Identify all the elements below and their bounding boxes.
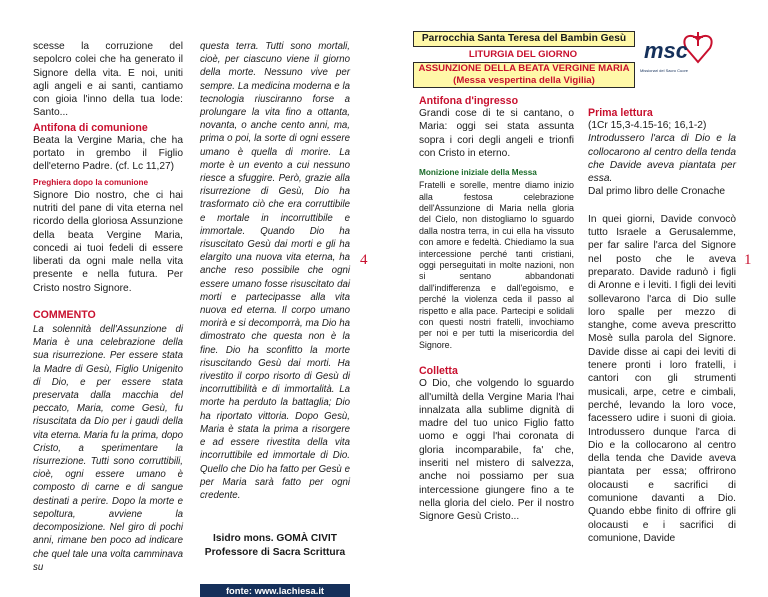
feast-subtitle: (Messa vespertina della Vigilia) bbox=[453, 74, 595, 86]
reading-heading: Prima lettura bbox=[588, 107, 653, 119]
monition-text: Fratelli e sorelle, mentre diamo inizio alla festosa celebrazione dell'Assunzione di Maria nella gloria del Cielo, non distogliamo lo sguardo dalla nostra terra, in cui ella ha vissuto con amore e fedeltà. Chiediamo la sua intercessione perché tanti cristiani, oggi perseguitati in molte nazioni, non si sentano abbandonati dall'indifferenza e dall'egoismo, e perché la violenza ceda il passo al rispetto e alla pace. Partecipi e solidali con questi nostri fratelli, invochiamo per noi e per tutti la misericordia del Signore. bbox=[419, 180, 574, 350]
feast-title: ASSUNZIONE DELLA BEATA VERGINE MARIA bbox=[418, 63, 630, 74]
page-number-left: 4 bbox=[360, 252, 368, 268]
comment-text: La solennità dell'Assunzione di Maria è una celebrazione della sua risurrezione. Per essere stata la Madre di Gesù, Figlio Unigenito di Dio, e per essere stata preservata dalla macchia del peccato, Maria, come Gesù, fu risuscitata da Dio per i gaudi della vita eterna. Maria fu la prima, dopo Cristo, a sperimentare la risurrezione. Tutti sono corruttibili, cioè, ogni essere umano è composto di carne e di sangue destinati a perire. Dopo la morte e sepoltura, avviene la decomposizione. Nel giro di pochi anni, rimane ben poco ad indicare che quel tale una volta camminava su bbox=[33, 324, 183, 573]
logo-caption: Missionari del Sacro Cuore bbox=[640, 68, 689, 73]
collect-text: O Dio, che volgendo lo sguardo all'umiltà della Vergine Maria l'hai innalzata alla sublime dignità di madre del tuo unico Figlio fatto uomo e oggi l'hai coronata di gloria incomparabile, fa' che, inseriti nel mistero di salvezza, anche noi possiamo per sua intercessione giungere fino a te nella gloria del cielo. Per il nostro Signore Gesù Cristo... bbox=[419, 378, 574, 523]
reading-summary: Introdussero l'arca di Dio e la collocarono al centro della tenda che Davide aveva piantata per essa. bbox=[588, 133, 736, 185]
column-3 bbox=[419, 95, 574, 524]
column-1 bbox=[33, 40, 183, 574]
logo-text: msc bbox=[644, 38, 689, 63]
after-communion-heading: Preghiera dopo la comunione bbox=[33, 177, 149, 187]
msc-logo bbox=[640, 30, 720, 80]
liturgy-title: LITURGIA DEL GIORNO bbox=[468, 49, 578, 60]
reading-text: In quei giorni, Davide convocò tutto Israele a Gerusalemme, per far salire l'arca del Signore nel posto che le aveva preparato. Davide radunò i figli di Aronne e i leviti. I figli dei leviti sollevarono l'arca di Dio sulle loro spalle per mezzo di stanghe, come aveva prescritto Mosè sulla parola del Signore. Davide disse ai capi dei leviti di tenere pronti i loro fratelli, i cantori con gli strumenti musicali, arpe, cetre e cimbali, perché, levando la loro voce, facessero udire i suoni di gioia. Introdussero dunque l'arca di Dio e la collocarono al centro della tenda che Davide aveva piantata per essa; offrirono olocausti e sacrifici di comunione davanti a Dio. Quando ebbe finito di offrire gli olocausti e i sacrifici di comunione, Davide bbox=[588, 213, 736, 544]
source-link[interactable]: fonte: www.lachiesa.it bbox=[225, 585, 325, 597]
feast-banner bbox=[413, 62, 635, 88]
column-4 bbox=[588, 107, 736, 545]
comment-continued: questa terra. Tutti sono mortali, cioè, per ciascuno viene il giorno della morte. Nessuno vive per sempre. La medicina moderna e la tecnologia riusciranno forse a prolungare la vita fino a ottanta, novanta, o anche cento anni, ma, prima o poi, la sorte di ogni essere umano è quella di morire. La morte è un evento a cui nessuno riesce a sfuggire. Però, grazie alla risurrezione di Gesù, Dio ha trasformato ciò che era corruttibile e mortale in incorruttibile e immortale. Quando Dio ha risuscitato Gesù dai morti e gli ha elargito una nuova vita eterna, ha anche reso possibile che ogni essere umano fosse risuscitato dai morti e partecipasse alla vita nuova ed eterna. Il corpo umano morirà e si decomporrà, ma Dio ha dimostrato che questa non è la fine. Dio ha sconfitto la morte risuscitando Gesù dai morti. Ha rivestito il corpo risorto di Gesù di incorruttibilità e di immortalità. La morte ha perduto la battaglia; Dio ha riportato vittoria. Dopo Gesù, Maria è stata la prima a risorgere e ad essere rivestita della vita incorruttibile ed immortale di Dio. Quello che Dio ha fatto per Gesù e per Maria sarà fatto per ogni credente. bbox=[200, 41, 350, 501]
parish-banner bbox=[413, 31, 635, 47]
communion-text: Beata la Vergine Maria, che ha portato in grembo il Figlio dell'eterno Padre. (cf. Lc 11,27) bbox=[33, 134, 183, 173]
author-name: Isidro mons. GOMÀ CIVIT bbox=[213, 533, 337, 545]
source-bar bbox=[200, 584, 350, 597]
column-2 bbox=[200, 40, 350, 597]
parish-name: Parrocchia Santa Teresa del Bambin Gesù bbox=[421, 33, 627, 44]
comment-heading: COMMENTO bbox=[33, 309, 96, 322]
entrance-heading: Antifona d'ingresso bbox=[419, 95, 519, 107]
entrance-text: Grandi cose di te si cantano, o Maria: oggi sei stata assunta sopra i cori degli angeli e trionfi con Cristo in eterno. bbox=[419, 108, 574, 159]
author-title: Professore di Sacra Scrittura bbox=[204, 547, 346, 559]
after-communion-text: Signore Dio nostro, che ci hai nutriti del pane di vita eterna nel ricordo della gloriosa Assunzione della beata Vergine Maria, concedi ai tuoi fedeli di essere liberati da ogni male nella vita presente e nella futura. Per Cristo nostro Signore. bbox=[33, 189, 183, 294]
monition-heading: Monizione iniziale della Messa bbox=[419, 168, 537, 178]
intro-text: scesse la corruzione del sepolcro colei che ha generato il Signore della vita. E noi, uniti agli angeli e ai santi, cantiamo con gioia l'inno della tua lode: Santo... bbox=[33, 41, 183, 119]
collect-heading: Colletta bbox=[419, 365, 458, 378]
communion-heading: Antifona di comunione bbox=[33, 121, 148, 134]
page-number-right: 1 bbox=[744, 252, 752, 268]
reading-source: Dal primo libro delle Cronache bbox=[588, 186, 726, 198]
reading-reference: (1Cr 15,3-4.15-16; 16,1-2) bbox=[588, 120, 707, 131]
